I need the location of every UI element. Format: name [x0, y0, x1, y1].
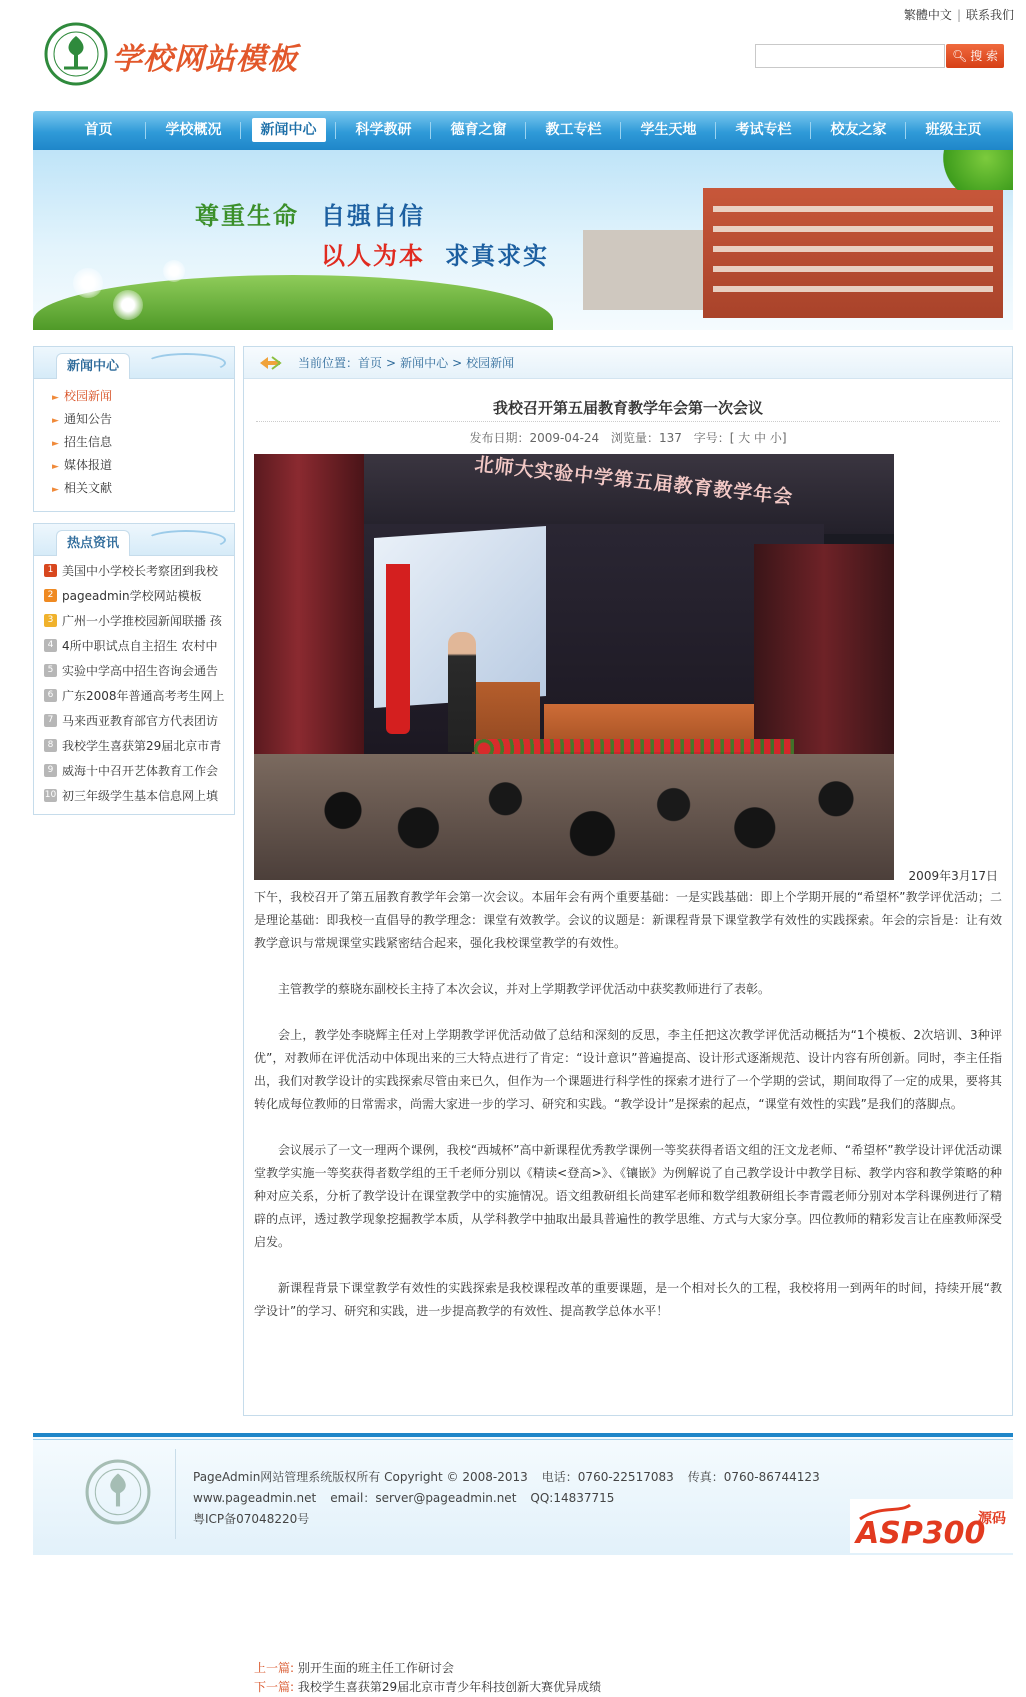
banner-slogan: 求真求实: [445, 241, 549, 270]
nav-item-classes[interactable]: 班级主页: [925, 122, 982, 138]
nav-item-staff[interactable]: 教工专栏: [526, 111, 621, 150]
prev-article: [254, 1659, 601, 1678]
main-nav: [33, 111, 1013, 150]
search-button[interactable]: [946, 44, 1004, 68]
hot-news-link: 威海十中召开艺体教育工作会: [62, 764, 219, 778]
banner-slogan: 自强自信: [321, 201, 425, 230]
list-item[interactable]: [44, 784, 232, 809]
rank-badge: 7: [44, 714, 57, 727]
photo-banner-text: 北师大实验中学第五届教育教学年会: [473, 453, 795, 509]
breadcrumb: [244, 347, 1012, 379]
traditional-chinese-link[interactable]: 繁體中文: [903, 8, 952, 22]
next-label: 下一篇:: [254, 1680, 295, 1694]
breadcrumb-label: 当前位置：: [298, 356, 359, 370]
double-arrow-icon: [258, 355, 282, 371]
hot-news-link: 广州一小学推校园新闻联播 孩: [62, 614, 222, 628]
prev-article-link[interactable]: 别开生面的班主任工作研讨会: [297, 1661, 454, 1675]
building-window-row: [713, 206, 993, 212]
asp300-watermark: [850, 1499, 1018, 1553]
nav-item-home[interactable]: 首页: [51, 111, 146, 150]
building-window-row: [713, 226, 993, 232]
breadcrumb-separator: >: [386, 356, 397, 370]
article-date-lead: 2009年3月17日: [908, 869, 998, 883]
article-body: [254, 886, 1002, 1346]
article-paragraph: 新课程背景下课堂教学有效性的实践探索是我校课程改革的重要课题，是一个相对长久的工程，我校将用一到两年的时间，持续开展“教学设计”的学习、研究和实践，进一步提高教学的有效性、提高教学总体水平！: [254, 1281, 1002, 1318]
footer-fax: 传真：0760-86744123: [687, 1470, 820, 1484]
banner-grass: [33, 275, 553, 330]
footer-email[interactable]: email：server@pageadmin.net: [330, 1491, 517, 1505]
breadcrumb-separator: >: [452, 356, 463, 370]
next-article: [254, 1678, 601, 1697]
list-item[interactable]: [44, 559, 232, 584]
news-center-title: 新闻中心: [56, 353, 130, 379]
nav-item-exams[interactable]: 考试专栏: [716, 111, 811, 150]
banner-slogan: 以人为本: [321, 241, 425, 270]
search-bar: [755, 44, 1005, 68]
arrow-icon: ►: [52, 462, 59, 472]
news-category-list: [34, 379, 234, 506]
hot-news-link: 美国中小学校长考察团到我校: [62, 564, 219, 578]
footer-qq: QQ:14837715: [530, 1491, 615, 1505]
footer-divider: [175, 1449, 176, 1539]
watermark-text: ASP300: [856, 1516, 986, 1551]
sidebar-item-notices[interactable]: ► 通知公告: [52, 408, 234, 431]
hot-news-link: 实验中学高中招生咨询会通告: [62, 664, 219, 678]
rank-badge: 2: [44, 589, 57, 602]
sidebar-item-admissions[interactable]: ► 招生信息: [52, 431, 234, 454]
breadcrumb-news-center[interactable]: 新闻中心: [400, 356, 449, 370]
hot-news-link: pageadmin学校网站模板: [62, 589, 202, 603]
rank-badge: 5: [44, 664, 57, 677]
prev-label: 上一篇:: [254, 1661, 295, 1675]
next-article-link[interactable]: 我校学生喜获第29届北京市青少年科技创新大赛优异成绩: [297, 1680, 602, 1694]
list-item[interactable]: [44, 734, 232, 759]
list-item[interactable]: [44, 659, 232, 684]
article-meta: [244, 429, 1012, 446]
photo-audience: [314, 764, 894, 880]
dandelion-icon: [163, 260, 185, 282]
article-title: 我校召开第五届教育教学年会第一次会议: [492, 399, 763, 417]
footer-phone: 电话：0760-22517083: [541, 1470, 674, 1484]
nav-item-alumni[interactable]: 校友之家: [811, 111, 906, 150]
hero-banner: [33, 150, 1013, 330]
contact-us-link[interactable]: 联系我们: [965, 8, 1014, 22]
arrow-icon: ►: [52, 485, 59, 495]
dandelion-icon: [73, 268, 103, 298]
font-size-control[interactable]: 字号：[ 大 中 小]: [693, 431, 787, 445]
footer-logo: [85, 1459, 151, 1525]
rank-badge: 4: [44, 639, 57, 652]
footer-info: [193, 1467, 834, 1530]
hot-news-list: [34, 556, 234, 813]
news-center-box: [33, 346, 235, 512]
list-item[interactable]: [44, 584, 232, 609]
list-item[interactable]: [44, 709, 232, 734]
arrow-icon: ►: [52, 439, 59, 449]
nav-item-research[interactable]: 科学教研: [336, 111, 431, 150]
top-links-separator: |: [956, 8, 961, 22]
arrow-icon: ►: [52, 416, 59, 426]
hot-news-link: 初三年级学生基本信息网上填: [62, 789, 219, 803]
list-item[interactable]: [44, 634, 232, 659]
nav-item-moral[interactable]: 德育之窗: [431, 111, 526, 150]
article-photo: [254, 454, 894, 880]
school-logo[interactable]: [44, 22, 108, 86]
arrow-icon: ►: [52, 393, 59, 403]
prev-next-links: [254, 1659, 601, 1697]
footer-copyright: PageAdmin网站管理系统版权所有 Copyright © 2008-2013: [193, 1470, 528, 1484]
building-window-row: [713, 286, 993, 292]
hot-news-box: [33, 523, 235, 815]
swirl-decoration: [146, 530, 226, 550]
sidebar-item-campus-news[interactable]: ► 校园新闻: [52, 385, 234, 408]
article-paragraph: 主管教学的蔡晓东副校长主持了本次会议，并对上学期教学评优活动中获奖教师进行了表彰。: [278, 982, 771, 996]
rank-badge: 6: [44, 689, 57, 702]
nav-item-about[interactable]: 学校概况: [146, 111, 241, 150]
breadcrumb-home[interactable]: 首页: [358, 356, 383, 370]
watermark-suffix: 源码: [978, 1511, 1006, 1527]
hot-news-header: [34, 524, 234, 556]
photo-flag: [386, 564, 410, 734]
nav-item-news[interactable]: 新闻中心: [241, 111, 336, 150]
search-input[interactable]: [755, 44, 945, 68]
top-links: [904, 6, 1014, 23]
building-window-row: [713, 246, 993, 252]
hot-news-link: 我校学生喜获第29届北京市青: [62, 739, 222, 753]
article-paragraph: 下午，我校召开了第五届教育教学年会第一次会议。本届年会有两个重要基础：一是实践基础：即上个学期开展的“希望杯”教学评优活动；二是理论基础：即我校一直倡导的教学理念：课堂有效教学。会议的议题是：新课程背景下课堂教学有效性的实践探索。年会的宗旨是：让有效教学意识与常规课堂实践紧密结合起来，强化我校课堂教学的有效性。: [254, 890, 1002, 950]
sidebar-item-media[interactable]: ► 媒体报道: [52, 454, 234, 477]
news-center-header: [34, 347, 234, 379]
footer-website[interactable]: www.pageadmin.net: [193, 1491, 317, 1505]
rank-badge: 1: [44, 564, 57, 577]
search-icon: 🔍︎: [951, 49, 968, 63]
view-count: 浏览量：137: [611, 431, 682, 445]
banner-school-building: [703, 188, 1003, 318]
rank-badge: 10: [44, 790, 57, 800]
dandelion-icon: [113, 290, 143, 320]
rank-badge: 9: [44, 764, 57, 777]
title-divider: [256, 421, 1000, 422]
building-window-row: [713, 266, 993, 272]
breadcrumb-text: [298, 347, 514, 379]
list-item[interactable]: [44, 759, 232, 784]
footer-icp[interactable]: 粤ICP备07048220号: [193, 1512, 310, 1526]
swirl-decoration: [146, 353, 226, 373]
breadcrumb-campus-news[interactable]: 校园新闻: [466, 356, 515, 370]
search-button-label: 搜 索: [970, 49, 999, 63]
photo-speaker: [448, 632, 476, 752]
hot-news-title: 热点资讯: [56, 530, 130, 556]
hot-news-link: 广东2008年普通高考考生网上: [62, 689, 225, 703]
photo-curtain: [754, 544, 894, 754]
article-paragraph: 会议展示了一文一理两个课例，我校“西城杯”高中新课程优秀教学课例一等奖获得者语文组的汪文龙老师、“希望杯”教学设计评优活动课堂教学实施一等奖获得者数学组的王千老师分别以《精读<登高>》、《镶嵌》为例解说了自己教学设计中教学目标、教学内容和教学策略的种种对应关系，分析了教学设计在课堂教学中的实施情况。语文组教研组长尚建军老师和数学组教研组长李青霞老师分别对本学科课例进行了精辟的点评，透过教学现象挖掘教学本质，从学科教学中抽取出最具普遍性的教学思维、方式与大家分享。四位教师的精彩发言让在座教师深受启发。: [254, 1143, 1002, 1249]
hot-news-link: 马来西亚教育部官方代表团访: [62, 714, 219, 728]
site-title: 学校网站模板: [112, 42, 298, 77]
rank-badge: 3: [44, 614, 57, 627]
list-item[interactable]: [44, 684, 232, 709]
sidebar-item-literature[interactable]: ► 相关文献: [52, 477, 234, 500]
list-item[interactable]: [44, 609, 232, 634]
banner-slogan: 尊重生命: [195, 201, 299, 230]
banner-building-far: [583, 230, 713, 310]
rank-badge: 8: [44, 739, 57, 752]
nav-item-students[interactable]: 学生天地: [621, 111, 716, 150]
article-paragraph: 会上，教学处李晓辉主任对上学期教学评优活动做了总结和深刻的反思，李主任把这次教学评优活动概括为“1个模板、2次培训、3种评优”，对教师在评优活动中体现出来的三大特点进行了肯定：“设计意识”普遍提高、设计形式逐渐规范、设计内容有所创新。同时，李主任指出，我们对教学设计的实践探索尽管由来已久，但作为一个课题进行科学性的探索才进行了一个学期的尝试，期间取得了一定的成果，要将其转化成每位教师的日常需求，尚需大家进一步的学习、研究和实践。“教学设计”是探索的起点，“课堂有效性的实践”是我们的落脚点。: [254, 1028, 1002, 1111]
hot-news-link: 4所中职试点自主招生 农村中: [62, 639, 218, 653]
banner-leaves: [923, 150, 1013, 190]
publish-date: 发布日期：2009-04-24: [469, 431, 600, 445]
